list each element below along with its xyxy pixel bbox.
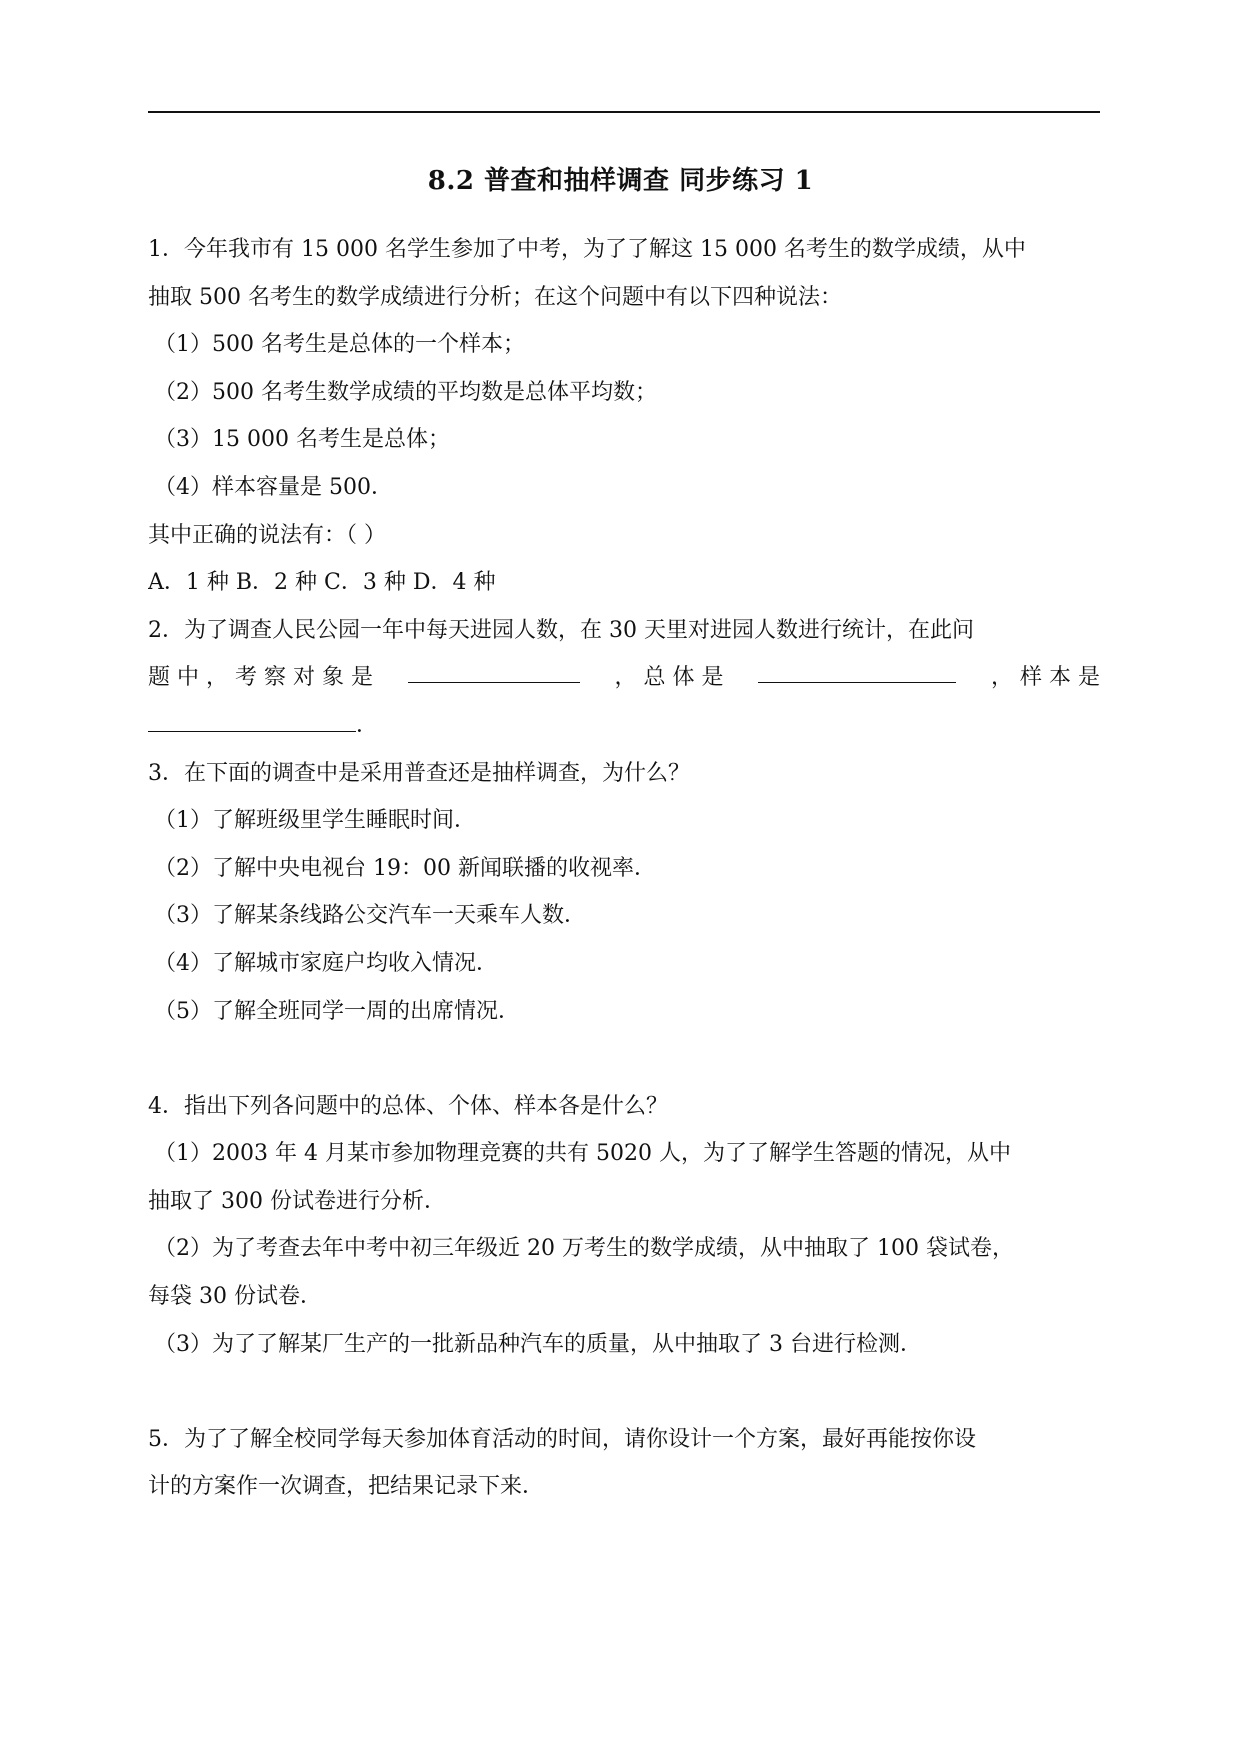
q1-prompt: 其中正确的说法有：（ ）	[148, 522, 386, 548]
q1-line2: 抽取 500 名考生的数学成绩进行分析；在这个问题中有以下四种说法：	[148, 284, 842, 310]
q2-blank-sample[interactable]	[148, 703, 356, 732]
q5-line1: 5．为了了解全校同学每天参加体育活动的时间，请你设计一个方案，最好再能按你设	[148, 1426, 976, 1452]
q2-blank-object[interactable]	[408, 654, 580, 683]
q1-item2: （2）500 名考生数学成绩的平均数是总体平均数；	[154, 379, 657, 405]
q3-line1: 3．在下面的调查中是采用普查还是抽样调查，为什么？	[148, 760, 690, 786]
q1-item4: （4）样本容量是 500．	[154, 474, 393, 500]
q1-options: A．1 种 B．2 种 C．3 种 D．4 种	[148, 570, 496, 596]
spacer	[148, 1035, 1100, 1083]
q1-item3: （3）15 000 名考生是总体；	[154, 427, 450, 453]
q3-item1: （1）了解班级里学生睡眠时间．	[154, 808, 476, 834]
q3-item4: （4）了解城市家庭户均收入情况．	[154, 950, 498, 976]
q3-item3: （3）了解某条线路公交汽车一天乘车人数．	[154, 903, 586, 929]
q2-seg-sample: ， 样 本 是	[991, 665, 1100, 691]
q2-line1: 2．为了调查人民公园一年中每天进园人数，在 30 天里对进园人数进行统计，在此问	[148, 617, 974, 643]
q2-seg-population: ， 总 体 是	[614, 665, 724, 691]
document-body	[148, 226, 1100, 1511]
q2-blank-population[interactable]	[758, 654, 956, 683]
q4-item3: （3）为了了解某厂生产的一批新品种汽车的质量，从中抽取了 3 台进行检测．	[154, 1331, 922, 1357]
page-title: 8.2 普查和抽样调查 同步练习 1	[427, 166, 814, 196]
header-rule	[148, 111, 1100, 113]
q1-item1: （1）500 名考生是总体的一个样本；	[154, 332, 525, 358]
q3-item2: （2）了解中央电视台 19：00 新闻联播的收视率．	[154, 855, 656, 881]
q2-line2	[148, 654, 1100, 702]
q4-item2a: （2）为了考查去年中考中初三年级近 20 万考生的数学成绩，从中抽取了 100 袋试卷，	[154, 1236, 1014, 1262]
q4-item2b: 每袋 30 份试卷．	[148, 1284, 322, 1310]
q5-line2: 计的方案作一次调查，把结果记录下来．	[148, 1474, 545, 1500]
q4-item1a: （1）2003 年 4 月某市参加物理竞赛的共有 5020 人，为了了解学生答题的情况，从中	[154, 1141, 1011, 1167]
spacer	[148, 1368, 1100, 1416]
q4-line1: 4．指出下列各问题中的总体、个体、样本各是什么？	[148, 1093, 668, 1119]
q1-line1: 1．今年我市有 15 000 名学生参加了中考，为了了解这 15 000 名考生的数学成绩，从中	[148, 237, 1026, 262]
q2-end: ．	[356, 712, 379, 738]
q4-item1b: 抽取了 300 份试卷进行分析．	[148, 1188, 446, 1214]
q2-line3	[148, 702, 1100, 750]
q3-item5: （5）了解全班同学一周的出席情况．	[154, 998, 520, 1024]
q2-seg-object: 题 中 ， 考 察 对 象 是	[148, 665, 373, 691]
